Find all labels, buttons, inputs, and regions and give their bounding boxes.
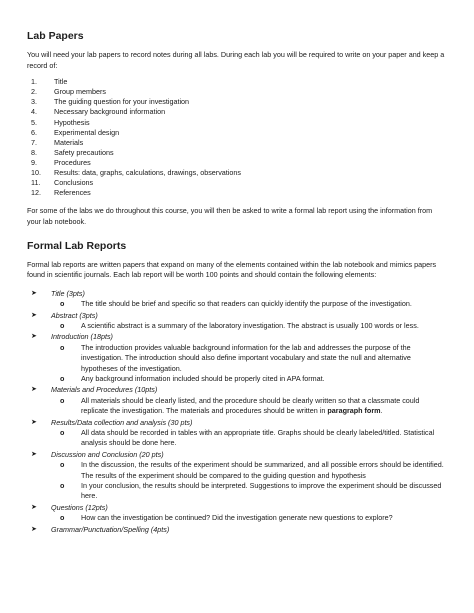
circle-bullet-icon: o bbox=[60, 427, 65, 437]
sub-bullet-body: In your conclusion, the results should be interpreted. Suggestions to improve the experiment should be discussed here. bbox=[81, 481, 442, 501]
list-text: Results: data, graphs, calculations, drawings, observations bbox=[54, 168, 241, 178]
sub-bullet-text bbox=[81, 428, 447, 449]
sub-bullet-body: All data should be recorded in tables with an appropriate title. Graphs should be clearly labeled/titled. Statistical analysis should be done here. bbox=[81, 427, 435, 448]
report-element-heading bbox=[27, 311, 447, 321]
sub-bullet-body: The title should be brief and specific so that readers can quickly identify the purpose of the investigation. bbox=[81, 299, 412, 309]
report-element-title: Introduction (18pts) bbox=[51, 332, 113, 342]
list-text: Materials bbox=[54, 137, 84, 147]
report-element-title: Discussion and Conclusion (20 pts) bbox=[51, 449, 164, 459]
document-page bbox=[27, 30, 447, 536]
list-number: 6. bbox=[31, 127, 37, 137]
circle-bullet-icon: o bbox=[60, 299, 65, 309]
arrow-bullet-icon: ➤ bbox=[31, 418, 37, 426]
report-element-heading bbox=[27, 418, 447, 428]
list-text: Group members bbox=[54, 87, 106, 97]
circle-bullet-icon: o bbox=[60, 320, 65, 330]
arrow-bullet-icon: ➤ bbox=[31, 386, 37, 394]
sub-bullet-list bbox=[27, 460, 447, 502]
sub-bullet-item bbox=[27, 343, 447, 374]
report-element-heading bbox=[27, 289, 447, 299]
list-number: 4. bbox=[31, 107, 37, 117]
record-list-item bbox=[27, 168, 447, 178]
list-number: 11. bbox=[31, 178, 41, 188]
sub-bullet-list bbox=[27, 428, 447, 449]
list-number: 9. bbox=[31, 157, 37, 167]
sub-bullet-text bbox=[81, 513, 447, 523]
report-element-heading bbox=[27, 332, 447, 342]
emphasis-text: paragraph form bbox=[327, 406, 381, 416]
sub-bullet-body: A scientific abstract is a summary of the laboratory investigation. The abstract is usually 100 words or less. bbox=[81, 320, 419, 330]
list-text: Safety precautions bbox=[54, 147, 114, 157]
list-number: 10. bbox=[31, 168, 41, 178]
list-text: Necessary background information bbox=[54, 107, 166, 117]
report-element bbox=[27, 332, 447, 384]
report-element-title: Abstract (3pts) bbox=[51, 310, 98, 320]
list-text: Procedures bbox=[54, 157, 91, 167]
list-text: Hypothesis bbox=[54, 117, 90, 127]
circle-bullet-icon: o bbox=[60, 460, 65, 470]
circle-bullet-icon: o bbox=[60, 513, 65, 523]
record-list-item bbox=[27, 107, 447, 117]
sub-bullet-text bbox=[81, 396, 447, 417]
circle-bullet-icon: o bbox=[60, 395, 65, 405]
arrow-bullet-icon: ➤ bbox=[31, 311, 37, 319]
sub-bullet-item bbox=[27, 396, 447, 417]
report-element-title: Title (3pts) bbox=[51, 288, 85, 298]
sub-bullet-list bbox=[27, 513, 447, 523]
sub-bullet-list bbox=[27, 321, 447, 331]
sub-bullet-item bbox=[27, 460, 447, 481]
sub-bullet-body: The introduction provides valuable background information for the lab and addresses the purpose of the investigation. The introduction should also define important vocabulary and state the null and alternative hypotheses of the investigation. bbox=[81, 342, 411, 373]
list-number: 2. bbox=[31, 87, 37, 97]
record-list-item bbox=[27, 148, 447, 158]
sub-bullet-text bbox=[81, 343, 447, 374]
sub-bullet-body: All materials should be clearly listed, and the procedure should be clearly written so that a classmate could replicate the investigation. The materials and procedures should be written in bbox=[81, 395, 420, 416]
sub-bullet-list bbox=[27, 396, 447, 417]
formal-lab-reports-intro: Formal lab reports are written papers that expand on many of the elements contained within the lab notebook and mimics papers found in scientific journals. Each lab report will be worth 100 points and should contain the following elements: bbox=[27, 259, 437, 280]
circle-bullet-icon: o bbox=[60, 342, 65, 352]
sub-bullet-text bbox=[81, 374, 447, 384]
list-text: Experimental design bbox=[54, 127, 120, 137]
sub-bullet-item bbox=[27, 481, 447, 502]
report-element bbox=[27, 418, 447, 449]
record-list-item bbox=[27, 128, 447, 138]
arrow-bullet-icon: ➤ bbox=[31, 525, 37, 533]
list-number: 12. bbox=[31, 188, 41, 198]
report-elements-list bbox=[27, 289, 447, 535]
record-list-item bbox=[27, 87, 447, 97]
report-element-heading bbox=[27, 525, 447, 535]
report-element bbox=[27, 503, 447, 524]
sub-bullet-body: In the discussion, the results of the experiment should be summarized, and all possible errors should be identified. The results of the experiment should be compared to the guiding question and hypothesis bbox=[81, 460, 444, 480]
report-element bbox=[27, 311, 447, 332]
record-list bbox=[27, 77, 447, 198]
list-number: 5. bbox=[31, 117, 37, 127]
record-list-item bbox=[27, 118, 447, 128]
report-element-title: Grammar/Punctuation/Spelling (4pts) bbox=[51, 524, 170, 534]
report-element-heading bbox=[27, 385, 447, 395]
list-number: 1. bbox=[31, 77, 37, 87]
report-element-title: Materials and Procedures (10pts) bbox=[51, 385, 158, 395]
sentence-end: . bbox=[380, 406, 383, 416]
report-element-title: Questions (12pts) bbox=[51, 502, 108, 512]
formal-lab-reports-heading: Formal Lab Reports bbox=[27, 239, 127, 252]
sub-bullet-body: How can the investigation be continued? Did the investigation generate new questions to explore? bbox=[81, 513, 393, 523]
sub-bullet-item bbox=[27, 513, 447, 523]
sub-bullet-list bbox=[27, 343, 447, 385]
report-element-heading bbox=[27, 503, 447, 513]
sub-bullet-text bbox=[81, 460, 447, 481]
lab-papers-intro: You will need your lab papers to record notes during all labs. During each lab you will be required to write on your paper and keep a record of: bbox=[27, 50, 445, 70]
report-element bbox=[27, 289, 447, 310]
lab-papers-heading: Lab Papers bbox=[27, 30, 84, 42]
list-number: 3. bbox=[31, 97, 37, 107]
record-list-item bbox=[27, 97, 447, 107]
record-list-item bbox=[27, 178, 447, 188]
sub-bullet-item bbox=[27, 299, 447, 309]
arrow-bullet-icon: ➤ bbox=[31, 333, 37, 341]
sub-bullet-item bbox=[27, 428, 447, 449]
report-element bbox=[27, 385, 447, 416]
report-element bbox=[27, 525, 447, 535]
sub-bullet-body: Any background information included should be properly cited in APA format. bbox=[81, 373, 325, 383]
sub-bullet-text bbox=[81, 321, 447, 331]
arrow-bullet-icon: ➤ bbox=[31, 450, 37, 458]
list-number: 8. bbox=[31, 147, 37, 157]
sub-bullet-text bbox=[81, 299, 447, 309]
sub-bullet-text bbox=[81, 481, 447, 502]
sub-bullet-list bbox=[27, 299, 447, 309]
list-text: Conclusions bbox=[54, 178, 94, 188]
list-text: References bbox=[54, 188, 91, 198]
sub-bullet-item bbox=[27, 321, 447, 331]
arrow-bullet-icon: ➤ bbox=[31, 289, 37, 297]
report-element bbox=[27, 450, 447, 502]
lab-papers-outro: For some of the labs we do throughout this course, you will then be asked to write a formal lab report using the information from your lab notebook. bbox=[27, 206, 433, 226]
record-list-item bbox=[27, 188, 447, 198]
list-text: Title bbox=[54, 77, 68, 87]
record-list-item bbox=[27, 138, 447, 148]
report-element-heading bbox=[27, 450, 447, 460]
record-list-item bbox=[27, 158, 447, 168]
circle-bullet-icon: o bbox=[60, 373, 65, 383]
report-element-title: Results/Data collection and analysis (30 pts) bbox=[51, 417, 193, 427]
arrow-bullet-icon: ➤ bbox=[31, 503, 37, 511]
list-number: 7. bbox=[31, 137, 37, 147]
circle-bullet-icon: o bbox=[60, 481, 65, 490]
list-text: The guiding question for your investigation bbox=[54, 97, 190, 107]
sub-bullet-item bbox=[27, 374, 447, 384]
record-list-item bbox=[27, 77, 447, 87]
